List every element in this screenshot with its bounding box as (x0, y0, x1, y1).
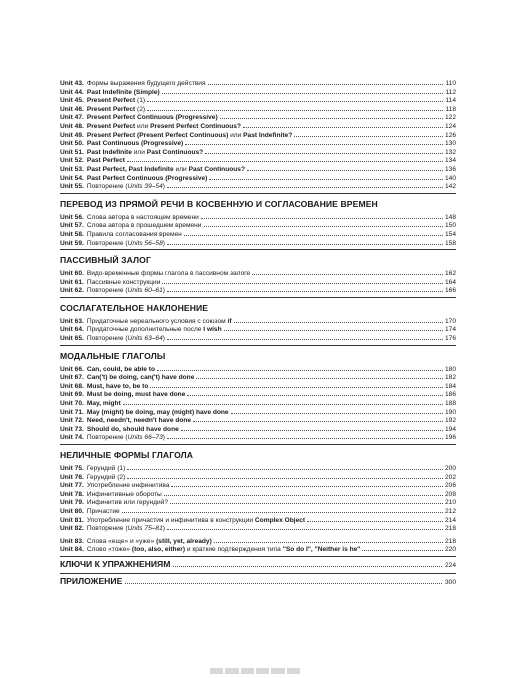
unit-title-part: Употребление причастия и инфинитива в конструкции (86, 516, 255, 524)
section-heading: СОСЛАГАТЕЛЬНОЕ НАКЛОНЕНИЕ (60, 302, 209, 313)
dot-leader (167, 523, 443, 530)
unit-number: Unit 75. (60, 465, 84, 472)
dot-leader (157, 364, 443, 371)
unit-title (84, 123, 241, 132)
unit-number: Unit 74. (60, 434, 84, 442)
dot-leader (147, 104, 443, 111)
unit-number: Unit 57. (60, 222, 84, 230)
toc-entry[interactable] (60, 463, 456, 472)
unit-number: Unit 60. (60, 270, 84, 278)
dot-leader (167, 181, 443, 188)
unit-number: Unit 69. (60, 391, 84, 399)
dot-leader (171, 480, 443, 487)
dot-leader (214, 536, 443, 543)
dot-leader (184, 229, 443, 236)
dot-leader (167, 432, 443, 439)
unit-number: Unit 43. (60, 80, 84, 87)
unit-title (84, 508, 120, 517)
page-number: 218 (444, 525, 456, 533)
dot-leader (205, 147, 443, 154)
toc-entry[interactable] (60, 407, 456, 416)
page-number: 180 (444, 365, 456, 373)
unit-title-part: if (227, 317, 232, 325)
page-number: 190 (444, 408, 456, 416)
unit-number: Unit 66. (60, 365, 84, 373)
unit-title-part: Повторение ( (86, 239, 128, 247)
toc-entry[interactable] (60, 389, 456, 398)
unit-number: Unit 47. (60, 114, 84, 122)
unit-title-part: (too, also, either) (131, 546, 186, 554)
section-heading: ПЕРЕВОД ИЗ ПРЯМОЙ РЕЧИ В КОСВЕННУЮ И СОГЛАСОВАНИЕ ВРЕМЕН (60, 198, 378, 209)
unit-title-part: ) (162, 287, 165, 295)
toc-entry[interactable] (60, 78, 456, 87)
unit-title-part: Past Continuous? (188, 165, 245, 173)
toc-entry[interactable] (60, 489, 456, 498)
page-number: 142 (444, 183, 456, 191)
unit-number: Unit 63. (60, 317, 84, 325)
page-number: 118 (445, 105, 456, 113)
unit-title (84, 335, 165, 344)
unit-number: Unit 49. (60, 131, 84, 139)
unit-title-part: Units 39–54 (127, 183, 163, 191)
unit-title-part: Past Continuous (Progressive) (86, 140, 184, 148)
dot-leader (167, 333, 443, 340)
toc-entry[interactable] (60, 238, 456, 247)
unit-title (84, 538, 212, 547)
dot-leader (231, 407, 443, 414)
unit-number: Unit 65. (60, 335, 84, 343)
toc-entry[interactable] (60, 372, 456, 381)
unit-title-part: Слова «еще» и «уже» (86, 537, 157, 545)
unit-title (84, 157, 125, 166)
page-number: 126 (444, 131, 456, 139)
toc-entry[interactable] (60, 523, 456, 532)
dot-leader (247, 164, 443, 171)
unit-title (84, 525, 165, 534)
unit-title-part: Past Continuous? (146, 148, 204, 156)
page-number: 218 (444, 537, 456, 545)
page-number: 202 (444, 473, 456, 481)
unit-title (84, 97, 145, 106)
unit-number: Unit 82. (60, 525, 84, 533)
unit-title-part: Present Perfect (86, 97, 136, 105)
unit-title-part: Present Perfect Continuous (Progressive) (86, 114, 218, 122)
page-number: 122 (444, 114, 456, 122)
toc-section-entry[interactable] (60, 559, 456, 570)
unit-number: Unit 50. (60, 140, 84, 148)
unit-number: Unit 54. (60, 174, 84, 182)
unit-title-part: Units 60–61 (127, 287, 163, 295)
section-divider (60, 297, 456, 298)
unit-number: Unit 72. (60, 417, 84, 425)
section-divider (60, 556, 456, 557)
toc-entry[interactable] (60, 268, 456, 277)
toc-entry[interactable] (60, 147, 456, 156)
dot-leader (125, 576, 442, 584)
unit-title-part: Past Indefinite (86, 148, 132, 156)
section-heading: НЕЛИЧНЫЕ ФОРМЫ ГЛАГОЛА (60, 450, 194, 460)
page-number: 166 (444, 287, 456, 295)
unit-number: Unit 64. (60, 326, 84, 334)
unit-number: Unit 52. (60, 157, 84, 165)
unit-title-part: Причастие (86, 507, 120, 515)
dot-leader (208, 78, 444, 85)
unit-title-part: ) (162, 183, 165, 191)
toc-entry[interactable] (60, 95, 456, 104)
dot-leader (201, 212, 443, 219)
dot-leader (147, 95, 443, 102)
unit-title-part: (1) (135, 97, 146, 105)
unit-number: Unit 45. (60, 97, 84, 105)
toc-entry[interactable] (60, 173, 456, 182)
unit-number: Unit 55. (60, 183, 84, 191)
page-number: 150 (444, 222, 456, 230)
unit-title (84, 279, 161, 288)
unit-number: Unit 67. (60, 374, 84, 382)
page-number: 112 (445, 88, 456, 96)
page-number: 162 (444, 270, 456, 278)
unit-title-part: Герундий (1) (86, 465, 126, 472)
toc-entry[interactable] (60, 229, 456, 238)
unit-title-part: Слово «тоже» (86, 546, 132, 554)
unit-title (84, 434, 165, 443)
unit-title-part: или (173, 165, 189, 173)
unit-title-part: ) (162, 239, 165, 247)
unit-title-part: Придаточные дополнительные после (86, 326, 204, 334)
page-number: 110 (445, 80, 456, 87)
page-number: 130 (444, 140, 456, 148)
dot-leader (243, 121, 443, 128)
unit-number: Unit 80. (60, 507, 84, 515)
unit-title-part: Present Perfect (86, 122, 136, 130)
toc-entry[interactable] (60, 87, 456, 96)
unit-title-part: Present Perfect Continuous? (150, 122, 241, 130)
unit-title-part: Past Indefinite (Simple) (86, 88, 160, 96)
unit-title-part: (still, yet, already) (156, 537, 212, 545)
toc-entry[interactable] (60, 536, 456, 545)
unit-title (84, 426, 179, 435)
unit-title-part: Past Perfect (86, 157, 125, 165)
unit-title-part: и краткие подтверждения типа (185, 546, 283, 554)
dot-leader (122, 506, 443, 513)
unit-number: Unit 46. (60, 105, 84, 113)
toc-entry[interactable] (60, 506, 456, 515)
page-number: 210 (444, 499, 456, 507)
unit-title (84, 383, 149, 392)
page-number: 200 (444, 465, 456, 472)
page-number: 132 (444, 148, 456, 156)
unit-title-part: Повторение ( (86, 434, 128, 442)
page-number: 192 (444, 417, 456, 425)
page-number: 220 (444, 546, 456, 554)
page-number: 182 (444, 374, 456, 382)
unit-title-part: Герундий (2) (86, 473, 126, 481)
dot-leader (123, 398, 443, 405)
unit-title (84, 114, 218, 123)
page-edge-decoration (210, 668, 300, 674)
toc-entry[interactable] (60, 164, 456, 173)
unit-number: Unit 73. (60, 425, 84, 433)
page-number: 158 (444, 239, 456, 247)
dot-leader (173, 559, 442, 567)
toc-entry[interactable] (60, 472, 456, 481)
unit-title (84, 183, 165, 192)
unit-number: Unit 61. (60, 278, 84, 286)
dot-leader (181, 424, 443, 431)
dot-leader (224, 324, 443, 331)
dot-leader (193, 415, 443, 422)
unit-title (84, 474, 125, 483)
dot-leader (362, 544, 443, 551)
page-number: 114 (445, 97, 456, 105)
unit-number: Unit 83. (60, 537, 84, 545)
unit-number: Unit 56. (60, 213, 84, 221)
toc-entry[interactable] (60, 515, 456, 524)
unit-title-part: Инфинитивные обороты (86, 490, 162, 498)
toc-entry[interactable] (60, 497, 456, 506)
unit-title-part: May, might (86, 400, 121, 408)
dot-leader (185, 138, 443, 145)
dot-leader (170, 497, 443, 504)
unit-title-part: Present Perfect (86, 105, 136, 113)
unit-title-part: Can, could, be able to (86, 365, 155, 373)
page-number: 164 (444, 278, 456, 286)
page-number: 206 (444, 482, 456, 490)
unit-number: Unit 53. (60, 165, 84, 173)
toc-entry[interactable] (60, 381, 456, 390)
dot-leader (167, 285, 443, 292)
unit-title (84, 417, 191, 426)
toc-entry[interactable] (60, 212, 456, 221)
unit-number: Unit 58. (60, 230, 84, 238)
unit-title-part: Употребление инфинитива (86, 482, 170, 490)
section-heading: ПАССИВНЫЙ ЗАЛОГ (60, 255, 151, 266)
unit-title-part: Слова автора в настоящем времени (86, 213, 199, 221)
page-number: 196 (444, 434, 456, 442)
page-number: 184 (444, 382, 456, 390)
toc-entry[interactable] (60, 364, 456, 373)
unit-title-part: Видо-временные формы глагола в пассивном залоге (86, 270, 251, 278)
dot-leader (162, 277, 443, 284)
page-number: 176 (444, 335, 456, 343)
unit-title (84, 400, 121, 409)
dot-leader (162, 87, 444, 94)
unit-number: Unit 62. (60, 287, 84, 295)
unit-title-part: Must, have to, be to (86, 382, 149, 390)
unit-title-part: Инфинитив или герундий? (86, 499, 169, 507)
toc-entry[interactable] (60, 398, 456, 407)
unit-number: Unit 77. (60, 482, 84, 490)
section-divider (60, 573, 456, 574)
unit-title-part: Правила согласования времен (86, 230, 182, 238)
unit-title-part: Present Perfect (Present Perfect Continuous) (86, 131, 229, 139)
unit-title-part: Units 63–64 (127, 335, 163, 343)
unit-number: Unit 48. (60, 122, 84, 130)
unit-title (84, 287, 165, 296)
dot-leader (187, 389, 443, 396)
unit-number: Unit 68. (60, 382, 84, 390)
unit-title-part: ) (162, 335, 165, 343)
page-number: 214 (444, 516, 456, 524)
dot-leader (204, 220, 443, 227)
unit-title (84, 491, 162, 500)
unit-title-part: Complex Object (254, 516, 306, 524)
toc-entry[interactable] (60, 104, 456, 113)
unit-title-part: Пассивные конструкции (86, 278, 161, 286)
unit-title-part: Формы выражения будущего действия (86, 80, 206, 87)
unit-title-part: Повторение ( (86, 183, 128, 191)
section-divider (60, 444, 456, 445)
unit-title (84, 546, 361, 555)
toc-entry[interactable] (60, 415, 456, 424)
unit-title-part: Units 56–58 (127, 239, 163, 247)
section-divider (60, 249, 456, 250)
unit-title-part: (2) (135, 105, 146, 113)
toc-entry[interactable] (60, 324, 456, 333)
page-number: 140 (444, 174, 456, 182)
unit-title-part: Can('t) be doing, can('t) have done (86, 374, 195, 382)
page-number: 134 (444, 157, 456, 165)
unit-title (84, 465, 125, 474)
unit-number: Unit 71. (60, 408, 84, 416)
unit-title (84, 214, 199, 223)
unit-title-part: Придаточные нереального условия с союзом (86, 317, 228, 325)
toc-entry[interactable] (60, 121, 456, 130)
unit-title-part: Повторение ( (86, 287, 128, 295)
toc-entry[interactable] (60, 480, 456, 489)
section-divider (60, 345, 456, 346)
unit-number: Unit 81. (60, 516, 84, 524)
toc-entry[interactable] (60, 277, 456, 286)
unit-number: Unit 79. (60, 499, 84, 507)
section-label: КЛЮЧИ К УПРАЖНЕНИЯМ (60, 558, 171, 569)
dot-leader (127, 155, 443, 162)
unit-title-part: I wish (203, 326, 222, 334)
toc-entry[interactable] (60, 432, 456, 441)
toc-entry[interactable] (60, 316, 456, 325)
toc-entry[interactable] (60, 220, 456, 229)
toc-section-entry[interactable] (60, 576, 456, 587)
dot-leader (220, 112, 443, 119)
unit-number: Unit 76. (60, 473, 84, 481)
page-number: 194 (444, 425, 456, 433)
dot-leader (164, 489, 443, 496)
dot-leader (196, 372, 443, 379)
unit-title-part: или (135, 122, 151, 130)
unit-title (84, 140, 183, 149)
unit-title-part: Must be doing, must have done (86, 391, 186, 399)
toc-entry[interactable] (60, 424, 456, 433)
toc-entry[interactable] (60, 138, 456, 147)
dot-leader (294, 130, 443, 137)
toc-entry[interactable] (60, 181, 456, 190)
unit-title (84, 240, 165, 249)
unit-title-part: ) (162, 434, 165, 442)
page-number: 170 (444, 317, 456, 325)
unit-title-part: Need, needn't, needn't have done (86, 417, 192, 425)
unit-title-part: или (228, 131, 244, 139)
unit-number: Unit 78. (60, 490, 84, 498)
page-number: 188 (444, 400, 456, 408)
unit-title (84, 482, 170, 491)
table-of-contents (60, 78, 456, 587)
toc-entry[interactable] (60, 333, 456, 342)
dot-leader (307, 515, 443, 522)
unit-number: Unit 44. (60, 88, 84, 96)
unit-title-part: "So do I", "Neither is he" (282, 546, 361, 554)
toc-entry[interactable] (60, 544, 456, 553)
unit-title-part: Units 75–81 (127, 525, 163, 533)
toc-entry[interactable] (60, 112, 456, 121)
dot-leader (209, 173, 443, 180)
unit-title-part: Past Indefinite? (243, 131, 293, 139)
unit-title-part: Should do, should have done (86, 425, 179, 433)
page-number: 208 (444, 490, 456, 498)
unit-title-part: Повторение ( (86, 335, 128, 343)
section-divider (60, 193, 456, 194)
page-number: 124 (444, 122, 456, 130)
dot-leader (234, 316, 443, 323)
unit-title-part: Units 66–73 (127, 434, 163, 442)
unit-title (84, 318, 232, 327)
page-number: 154 (444, 230, 456, 238)
page-number: 174 (444, 326, 456, 334)
page-number: 148 (444, 213, 456, 221)
unit-title (84, 366, 155, 375)
page-number: 212 (444, 507, 456, 515)
unit-title-part: Past Perfect, Past Indefinite (86, 165, 174, 173)
unit-number: Unit 84. (60, 546, 84, 554)
unit-title-part: ) (162, 525, 165, 533)
dot-leader (252, 268, 443, 275)
unit-title-part: Слова автора в прошедшем времени (86, 222, 202, 230)
toc-entry[interactable] (60, 155, 456, 164)
unit-title-part: Past Perfect Continuous (Progressive) (86, 174, 208, 182)
section-heading: МОДАЛЬНЫЕ ГЛАГОЛЫ (60, 350, 166, 361)
dot-leader (150, 381, 443, 388)
unit-number: Unit 59. (60, 239, 84, 247)
page-number: 186 (444, 391, 456, 399)
toc-entry[interactable] (60, 130, 456, 139)
dot-leader (167, 238, 443, 245)
toc-entry[interactable] (60, 285, 456, 294)
unit-number: Unit 51. (60, 148, 84, 156)
dot-leader (127, 463, 443, 470)
dot-leader (127, 472, 443, 479)
section-label: ПРИЛОЖЕНИЕ (60, 575, 123, 586)
unit-title (84, 106, 145, 115)
unit-title-part: May (might) be doing, may (might) have done (86, 408, 229, 416)
page-number: 136 (444, 165, 456, 173)
unit-title-part: или (131, 148, 147, 156)
page-number: 224 (444, 561, 456, 569)
page-number: 300 (444, 578, 456, 586)
unit-title-part: Повторение ( (86, 525, 128, 533)
unit-number: Unit 70. (60, 400, 84, 408)
